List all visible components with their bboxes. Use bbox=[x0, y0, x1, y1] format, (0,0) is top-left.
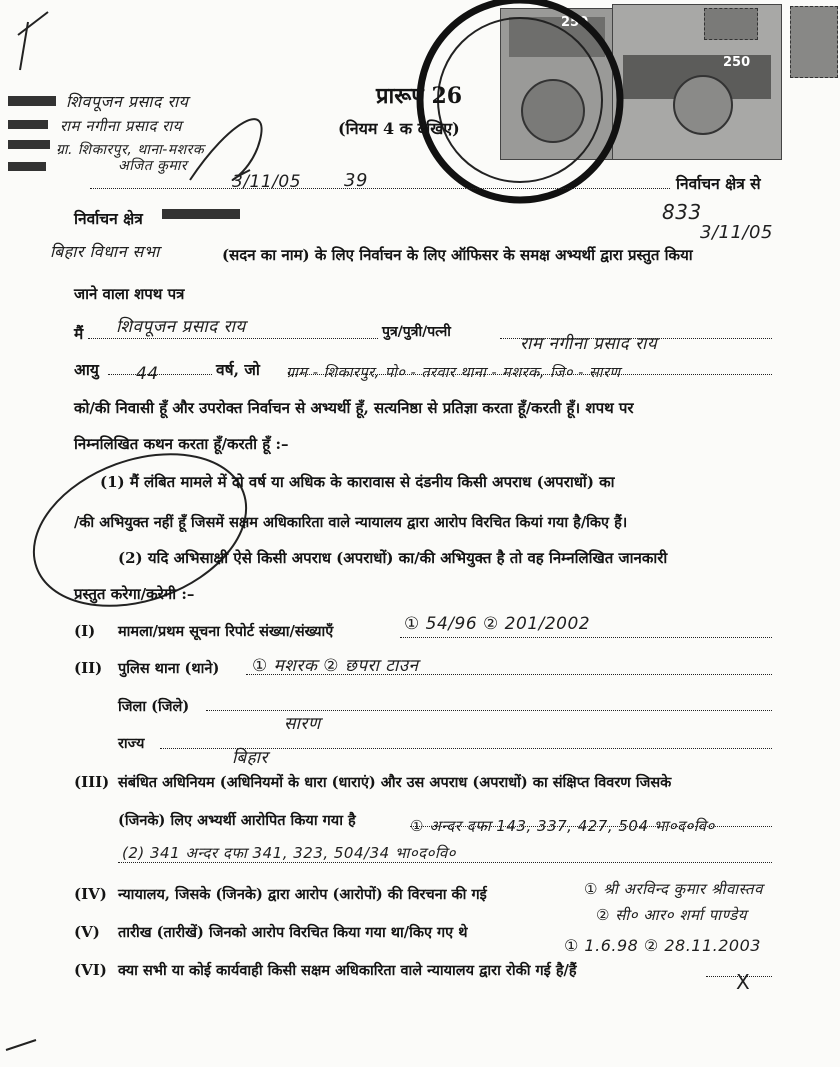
main-label: मैं bbox=[74, 324, 84, 343]
stamp-value-left: 250 bbox=[561, 15, 589, 30]
item-label-3b: (जिनके) लिए अभ्यर्थी आरोपित किया गया है bbox=[118, 812, 356, 829]
constituency-label-left: निर्वाचन क्षेत्र bbox=[74, 209, 143, 228]
para2-line2: प्रस्तुत करेगा/करेगी :– bbox=[74, 585, 195, 603]
item-label-5: तारीख (तारीखें) जिनको आरोप विरचित किया गया था/किए गए थे bbox=[118, 924, 468, 941]
son-of-label: पुत्र/पुत्री/पत्नी bbox=[382, 324, 451, 340]
item-label-1: मामला/प्रथम सूचना रिपोर्ट संख्या/संख्याएँ bbox=[118, 623, 334, 640]
top-handwritten-number: 39 bbox=[344, 170, 368, 191]
item-label-4: न्यायालय, जिसके (जिनके) द्वारा आरोप (आरोपों) की विरचना की गई bbox=[118, 886, 487, 903]
top-handwritten-father: राम नगीना प्रसाद राय bbox=[60, 117, 182, 135]
item-num-4: (IV) bbox=[74, 885, 107, 903]
intro-tail: (सदन का नाम) के लिए निर्वाचन के लिए ऑफिसर के समक्ष अभ्यर्थी द्वारा प्रस्तुत किया bbox=[222, 246, 693, 264]
item-num-3: (III) bbox=[74, 773, 110, 791]
father-name: राम नगीना प्रसाद राय bbox=[520, 334, 658, 354]
age-value: 44 bbox=[136, 364, 159, 384]
item-label-2: पुलिस थाना (थाने) bbox=[118, 660, 220, 677]
court-1: ① श्री अरविन्द कुमार श्रीवास्तव bbox=[584, 880, 763, 898]
state: बिहार bbox=[232, 748, 268, 768]
constituency-label-right: निर्वाचन क्षेत्र से bbox=[676, 174, 761, 193]
item-num-5: (V) bbox=[74, 923, 100, 941]
sections-2: (2) 341 अन्दर दफा 341, 323, 504/34 भा०द०वि० bbox=[122, 844, 456, 862]
police-stations: ① मशरक ② छपरा टाउन bbox=[252, 656, 419, 676]
right-handwritten-number: 833 bbox=[662, 200, 702, 224]
item-label-district: जिला (जिले) bbox=[118, 698, 190, 715]
oath-line2: निम्नलिखित कथन करता हूँ/करती हूँ :– bbox=[74, 435, 289, 453]
item-label-6: क्या सभी या कोई कार्यवाही किसी सक्षम अधिकारिता वाले न्यायालय द्वारा रोकी गई है/हैं bbox=[118, 962, 577, 979]
form-title: प्रारूप 26 bbox=[376, 83, 463, 109]
para2-line1: (2) यदि अभिसाक्षी ऐसे किसी अपराध (अपराधों) का/की अभियुक्त है तो वह निम्नलिखित जानकारी bbox=[118, 549, 668, 567]
item-label-3: संबंधित अधिनियम (अधिनियमों के धारा (धाराएं) और उस अपराध (अपराधों) का संक्षिप्त विवरण जिसके bbox=[118, 774, 672, 791]
item-num-2: (II) bbox=[74, 659, 103, 677]
sections-1: ① अन्दर दफा 143, 337, 427, 504 भा०द०वि० bbox=[410, 817, 715, 835]
para1-line2: /की अभियुक्त नहीं हूँ जिसमें सक्षम अधिकारिता वाले न्यायालय द्वारा आरोप विरचित कियां गया है/किए हैं। bbox=[74, 514, 628, 531]
top-handwritten-date: 3/11/05 bbox=[232, 172, 302, 192]
deponent-name: शिवपूजन प्रसाद राय bbox=[116, 317, 246, 337]
top-handwritten-address: ग्रा. शिकारपुर, थाना-मशरक bbox=[56, 142, 205, 158]
right-handwritten-date: 3/11/05 bbox=[700, 222, 773, 243]
years-label: वर्ष, जो bbox=[216, 360, 260, 379]
charge-dates: ① 1.6.98 ② 28.11.2003 bbox=[564, 936, 761, 955]
intro-line2: जाने वाला शपथ पत्र bbox=[74, 285, 185, 303]
form-subtitle: (नियम 4 क देखिए) bbox=[338, 119, 460, 138]
item-label-state: राज्य bbox=[118, 735, 145, 752]
top-left-scribble-block bbox=[8, 94, 58, 176]
fir-numbers: ① 54/96 ② 201/2002 bbox=[404, 614, 591, 634]
house-name: बिहार विधान सभा bbox=[50, 242, 160, 261]
age-label: आयु bbox=[74, 360, 99, 379]
court-2: ② सी० आर० शर्मा पाण्डेय bbox=[596, 906, 747, 924]
item-num-6: (VI) bbox=[74, 961, 107, 979]
item-num-1: (I) bbox=[74, 622, 96, 640]
stamp-value-right: 250 bbox=[723, 55, 751, 70]
residence: ग्राम - शिकारपुर, पो० - तरवार थाना - मशरक, जि० - सारण bbox=[286, 365, 621, 381]
top-handwritten-name: शिवपूजन प्रसाद राय bbox=[66, 92, 189, 111]
oath-line1: को/की निवासी हूँ और उपरोक्त निर्वाचन से अभ्यर्थी हूँ, सत्यनिष्ठा से प्रतिज्ञा करता हूँ/करती हूँ। शपथ पर bbox=[74, 399, 634, 417]
top-handwritten-signature: अजित कुमार bbox=[118, 158, 188, 174]
district: सारण bbox=[284, 714, 321, 734]
cross-mark: X bbox=[736, 970, 751, 994]
para1-line1: (1) मैं लंबित मामले में दो वर्ष या अधिक के कारावास से दंडनीय किसी अपराध (अपराधों) का bbox=[100, 473, 615, 491]
